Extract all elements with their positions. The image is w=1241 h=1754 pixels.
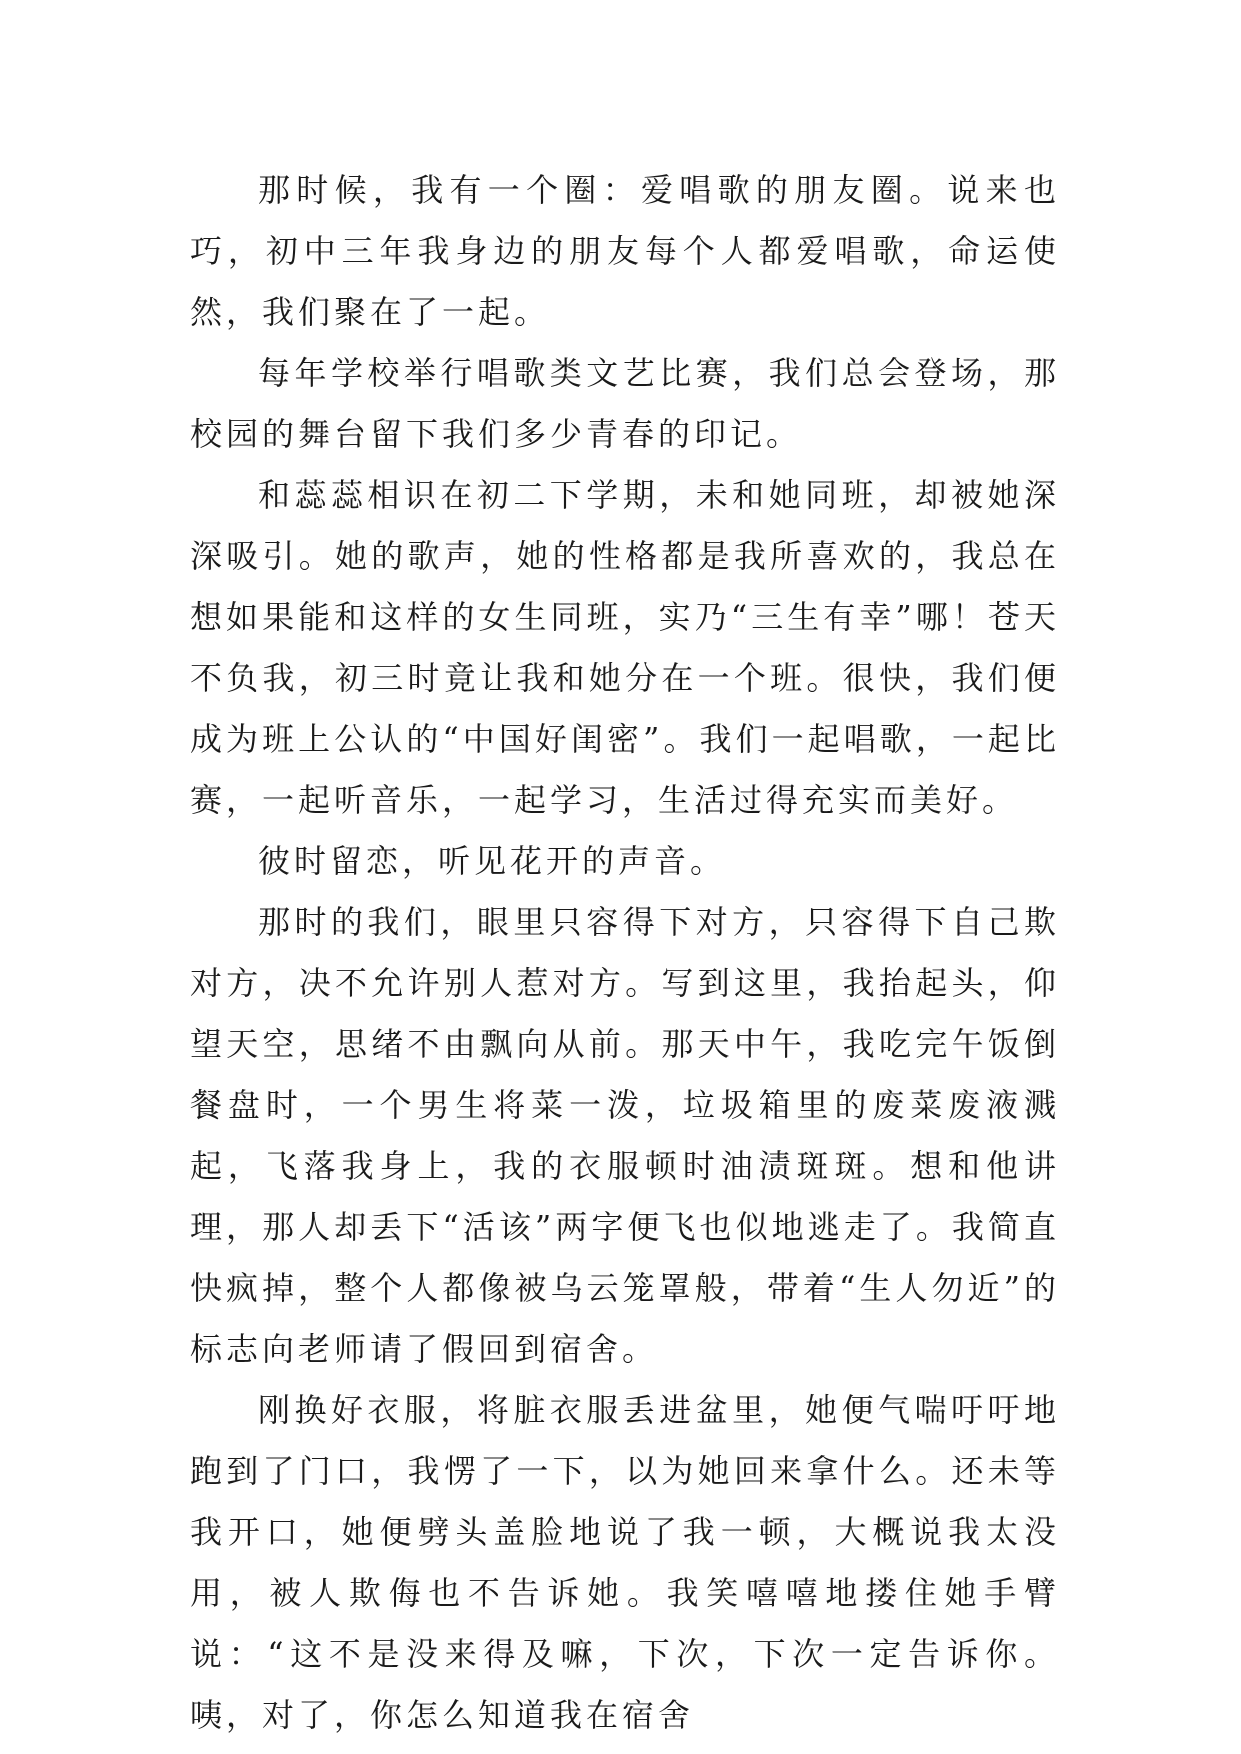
paragraph: 那时的我们，眼里只容得下对方，只容得下自己欺对方，决不允许别人惹对方。写到这里，我抬起头，仰望天空，思绪不由飘向从前。那天中午，我吃完午饭倒餐盘时，一个男生将菜一泼，垃圾箱里的废菜废液溅起，飞落我身上，我的衣服顿时油渍斑斑。想和他讲理，那人却丢下“活该”两字便飞也似地逃走了。我简直快疯掉，整个人都像被乌云笼罩般，带着“生人勿近”的标志向老师请了假回到宿舍。 (190, 903, 1060, 1368)
paragraph: 彼时留恋，听见花开的声音。 (258, 842, 727, 880)
document-body (190, 160, 1060, 1746)
paragraph: 每年学校举行唱歌类文艺比赛，我们总会登场，那校园的舞台留下我们多少青春的印记。 (190, 354, 1060, 453)
paragraph: 那时候，我有一个圈：爱唱歌的朋友圈。说来也巧，初中三年我身边的朋友每个人都爱唱歌，命运使然，我们聚在了一起。 (190, 171, 1060, 331)
paragraph: 刚换好衣服，将脏衣服丢进盆里，她便气喘吁吁地跑到了门口，我愣了一下，以为她回来拿什么。还未等我开口，她便劈头盖脸地说了我一顿，大概说我太没用，被人欺侮也不告诉她。我笑嘻嘻地搂住她手臂说：“这不是没来得及嘛，下次，下次一定告诉你。咦，对了，你怎么知道我在宿舍 (190, 1391, 1060, 1734)
paragraph: 和蕊蕊相识在初二下学期，未和她同班，却被她深深吸引。她的歌声，她的性格都是我所喜欢的，我总在想如果能和这样的女生同班，实乃“三生有幸”哪！苍天不负我，初三时竟让我和她分在一个班。很快，我们便成为班上公认的“中国好闺密”。我们一起唱歌，一起比赛，一起听音乐，一起学习，生活过得充实而美好。 (190, 476, 1060, 819)
